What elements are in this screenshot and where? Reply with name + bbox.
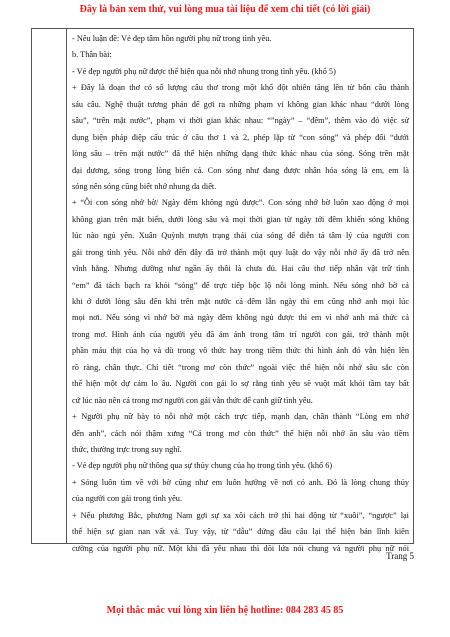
text-line: + Nếu phương Bắc, phương Nam gợi sự xa xôi cách trở thì hai động từ “xuôi”, “ngược” lại xyxy=(72,510,409,520)
text-line: thể hiện một dự cảm lo âu. Người con gái lo sợ rằng tình yêu sẽ vuột mất khỏi tầm tay bất xyxy=(72,379,409,389)
text-line: + Người phụ nữ bày tỏ nỗi nhớ một cách trực tiếp, mạnh dạn, chân thành “Lòng em nhớ xyxy=(72,412,409,422)
text-line: gái trong tình yêu. Nỗi nhớ đến đây đã trở thành một quy luật do vậy nỗi nhớ ấy đã trở nên xyxy=(72,247,409,257)
text-line: vĩnh hằng. Nhưng dường như ngần ấy thôi là chưa đủ. Hai câu thơ tiếp nhân vật trữ tình xyxy=(72,264,409,274)
text-line: mọi nơi. Nếu sóng vì nhớ bờ mà ngày đêm không ngủ được thì em vì nhớ anh mà thức cả xyxy=(72,313,409,323)
text-line: rõ ràng, chân thực. Chỉ tiết “trong mơ còn thức” ngoài việc thể hiện nỗi nhớ sâu sắc còn xyxy=(72,362,409,372)
text-line: thể hiện sự gian nan vất vả. Tuy vậy, từ “dẫu” đứng đầu câu lại thể hiện bản lĩnh kiên xyxy=(72,527,409,537)
text-line: cứ lúc nào nên cả trong mơ người con gái vẫn thức để canh giữ tình yêu. xyxy=(72,395,313,405)
table-left-column xyxy=(32,29,67,543)
text-line: + “Ôi con sóng nhớ bờ/ Ngày đêm không ngủ được”. Con sóng nhớ bờ luôn xao động ở mọi xyxy=(72,198,409,208)
text-line: sâu”, “trên mặt nước”, phạm vi thời gian khác nhau: “”ngày” – “đêm”, thêm vào đó việc sử xyxy=(72,116,409,126)
text-line: b. Thân bài: xyxy=(72,50,112,60)
text-line: + Sóng luôn tìm về với bờ cũng như em luôn hướng về nơi có anh. Đó là lòng chung thủy xyxy=(72,477,409,487)
page-number: Trang 5 xyxy=(386,551,414,561)
text-line: sáu câu. Nghệ thuật tương phản để gợi ra những phạm vi không gian khác nhau “dưới lòng xyxy=(72,99,409,109)
text-line: + Đây là đoạn thơ có số lượng câu thơ trong một khổ đột nhiên tăng lên từ bốn câu thành xyxy=(72,83,409,93)
text-line: không gian trên mặt biển, dưới lòng sâu và mọi thời gian từ ngày tới đêm khiến sóng không xyxy=(72,214,409,224)
text-line: của người con gái trong tình yêu. xyxy=(72,494,183,504)
text-line: - Vẻ đẹp người phụ nữ thông qua sự thủy chung của họ trong tình yêu. (khổ 6) xyxy=(72,461,333,471)
text-line: cường của người phụ nữ. Một khi đã yêu nhau thì dõi lứa nói chung và người phụ nữ nói xyxy=(72,543,409,553)
text-line: đến anh”, cách nói thậm xưng “Cả trong mơ còn thức” thể hiện nỗi nhớ ăn sâu vào tiềm xyxy=(72,428,409,438)
text-line: - Nêu luận đề: Vẻ đẹp tâm hồn người phụ nữ trong tình yêu. xyxy=(72,34,272,43)
text-line: - Vẻ đẹp người phụ nữ được thể hiện qua nỗi nhớ nhung trong tình yêu. (khổ 5) xyxy=(72,66,336,76)
text-line: phần máu thịt của họ và dù trong vô thức hay trong tiềm thức thì hình ảnh đó vẫn hiện lên xyxy=(72,346,409,356)
text-line: lòng sâu – trên mặt nước” đã thể hiện những dạng thức khác nhau của sóng. Sóng trên mặt xyxy=(72,149,409,159)
text-line: lúc nào ngủ yên. Xuân Quỳnh mượn trạng thái của sóng để diễn tả tâm lý của người con xyxy=(72,231,409,241)
text-line: sóng nên sóng cũng biết nhớ nhung da diết. xyxy=(72,181,217,191)
text-line: trong mơ. Hình ảnh của người yêu đã ám ảnh trong tâm trí người con gái, trở thành một xyxy=(72,329,409,339)
content-table xyxy=(31,28,414,553)
text-line: thức, thường trực trong suy nghĩ. xyxy=(72,444,182,454)
text-line: “em” đã tách bạch ra khỏi “sóng” để trực tiếp bộc lộ nỗi lòng mình. Nếu sóng nhớ bờ cả xyxy=(72,280,409,290)
hotline-banner: Mọi thắc mắc vui lòng xin liên hệ hotline: 084 283 45 85 xyxy=(106,605,344,616)
preview-banner: Đây là bản xem thử, vui lòng mua tài liệu để xem chi tiết (có lời giải) xyxy=(79,4,371,15)
text-line: dụng biện pháp điệp cấu trúc ở câu thơ 1 và 2, phép lặp từ “con sóng” và phép đối “dưới xyxy=(72,132,409,142)
text-line: đại dương, sóng trong lòng biển cả. Con sóng như đang được nhân hóa sóng là em, em là xyxy=(72,165,409,175)
text-line: khi ở dưới lòng sâu đến khi trên mặt nước cả đêm lẫn ngày thì em cũng nhớ anh mọi lúc xyxy=(72,297,409,306)
essay-body xyxy=(67,29,413,553)
